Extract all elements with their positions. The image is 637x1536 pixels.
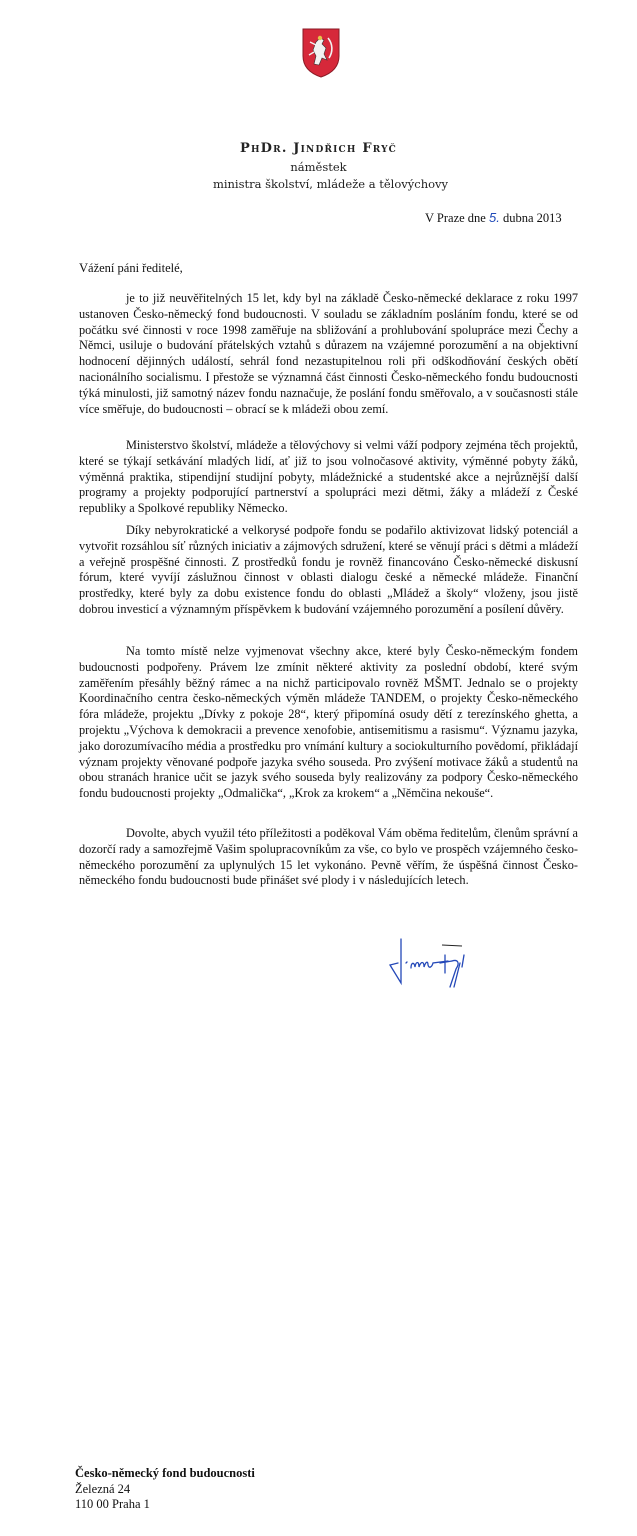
paragraph-text: Na tomto místě nelze vyjmenovat všechny akce, které byly Česko-německým fondem budoucnosti podpořeny. Právem lze zmínit některé aktivity za poslední období, které svým zaměřením přesáhly běžný rámec a na nichž participovalo rovněž MŠMT. Jednalo se o projekty Koordinačního centra česko-německých výměn mládeže TANDEM, o projekty Česko-německého fóra mládeže, projektu „Dívky z pokoje 28“, který připomíná osudy dětí z terezínského ghetta, a projektu „Výchova k demokracii a prevence xenofobie, antisemitismu a rasismu“. Významu jazyka, jako dorozumívacího média a prostředku pro vnímání kultury a sociokulturního povědomí, přikládají význam projekty věnované podpoře jazyka svého souseda. Pro zvýšení motivace žáků a studentů na obou stranách hranice učit se jazyk svého souseda byly realizovány za podpory Česko-německého fondu budoucnosti projekty „Odmalička“, „Krok za krokem“ a „Němčina nekouše“. bbox=[79, 644, 578, 801]
recipient-organization: Česko-německý fond budoucnosti bbox=[75, 1466, 255, 1480]
handwritten-signature-icon bbox=[388, 933, 488, 993]
salutation: Vážení páni ředitelé, bbox=[79, 261, 183, 275]
coat-of-arms-icon bbox=[302, 28, 340, 78]
date-day-handwritten: 5. bbox=[488, 210, 500, 225]
recipient-street: Železná 24 bbox=[75, 1481, 131, 1496]
paragraph-5 bbox=[79, 826, 578, 889]
paragraph-text: Dovolte, abych využil této příležitosti a poděkoval Vám oběma ředitelům, členům správní a dozorčí rady a samozřejmě Vašim spolupracovníkům za vše, co bylo ve prospěch vzájemného česko-německého porozumění za uplynulých 15 let vykonáno. Pevně věřím, že úspěšná činnost Česko-německého fondu budoucnosti bude přinášet své plody i v následujících letech. bbox=[79, 826, 578, 888]
recipient-address bbox=[75, 1466, 255, 1513]
paragraph-text: je to již neuvěřitelných 15 let, kdy byl na základě Česko-německé deklarace z roku 1997 ustanoven Česko-německý fond budoucnosti. V souladu se základním posláním fondu, které se od počátku své činnosti v roce 1998 zaměřuje na sbližování a prohlubování spolupráce mezi Čechy a Němci, usiluje o budování přátelských vztahů s důrazem na vzájemné porozumění a na objektivní hodnocení dějinných událostí, sehrál fond nezastupitelnou roli při odškodňování českých obětí nacionálního socialismu. I přestože se významná část činnosti Česko-německého fondu budoucnosti týká minulosti, již samotný název fondu naznačuje, že poslání fondu směřovalo, a v současnosti stále více směřuje, do budoucnosti – obrací se k mládeži obou zemí. bbox=[79, 291, 578, 416]
paragraph-4 bbox=[79, 644, 578, 802]
date-prefix: V Praze dne bbox=[425, 211, 486, 225]
sender-name: PhDr. Jindřich Fryč bbox=[239, 141, 398, 156]
letter-date bbox=[425, 210, 562, 226]
paragraph-2 bbox=[79, 438, 578, 517]
date-month-year: dubna 2013 bbox=[502, 211, 562, 225]
paragraph-1 bbox=[79, 291, 578, 417]
sender-role: náměstek bbox=[290, 160, 347, 174]
paragraph-text: Ministerstvo školství, mládeže a tělovýchovy si velmi váží podpory zejména těch projektů, které se týkají setkávání mladých lidí, ať již to jsou volnočasové aktivity, výměnné pobyty žáků, výměnná praktika, stipendijní studijní pobyty, mládežnické a studentské akce a nejrůznější další programy a projekty podporující partnerství a spolupráci mezi dětmi, žáky a mládeží z České republiky a Spolkové republiky Německo. bbox=[79, 438, 578, 516]
recipient-city: 110 00 Praha 1 bbox=[75, 1497, 150, 1511]
paragraph-text: Díky nebyrokratické a velkorysé podpoře fondu se podařilo aktivizovat lidský potenciál a vytvořit rozsáhlou síť různých iniciativ a zájmových sdružení, které se věnují práci s dětmi a mládeží a veřejně prospěšné činnosti. Z prostředků fondu je rovněž financováno Česko-německé diskusní fórum, které vyvíjí záslužnou činnost v oblasti dialogu české a německé mládeže. Finanční prostředky, které byly za dobu existence fondu do oblasti „Mládež a školy“ vloženy, jsou jistě dobrou investicí a významným příspěvkem k budování vzájemného porozumění a posílení důvěry. bbox=[79, 523, 578, 616]
paragraph-3 bbox=[79, 523, 578, 618]
sender-ministry: ministra školství, mládeže a tělovýchovy bbox=[212, 177, 449, 191]
